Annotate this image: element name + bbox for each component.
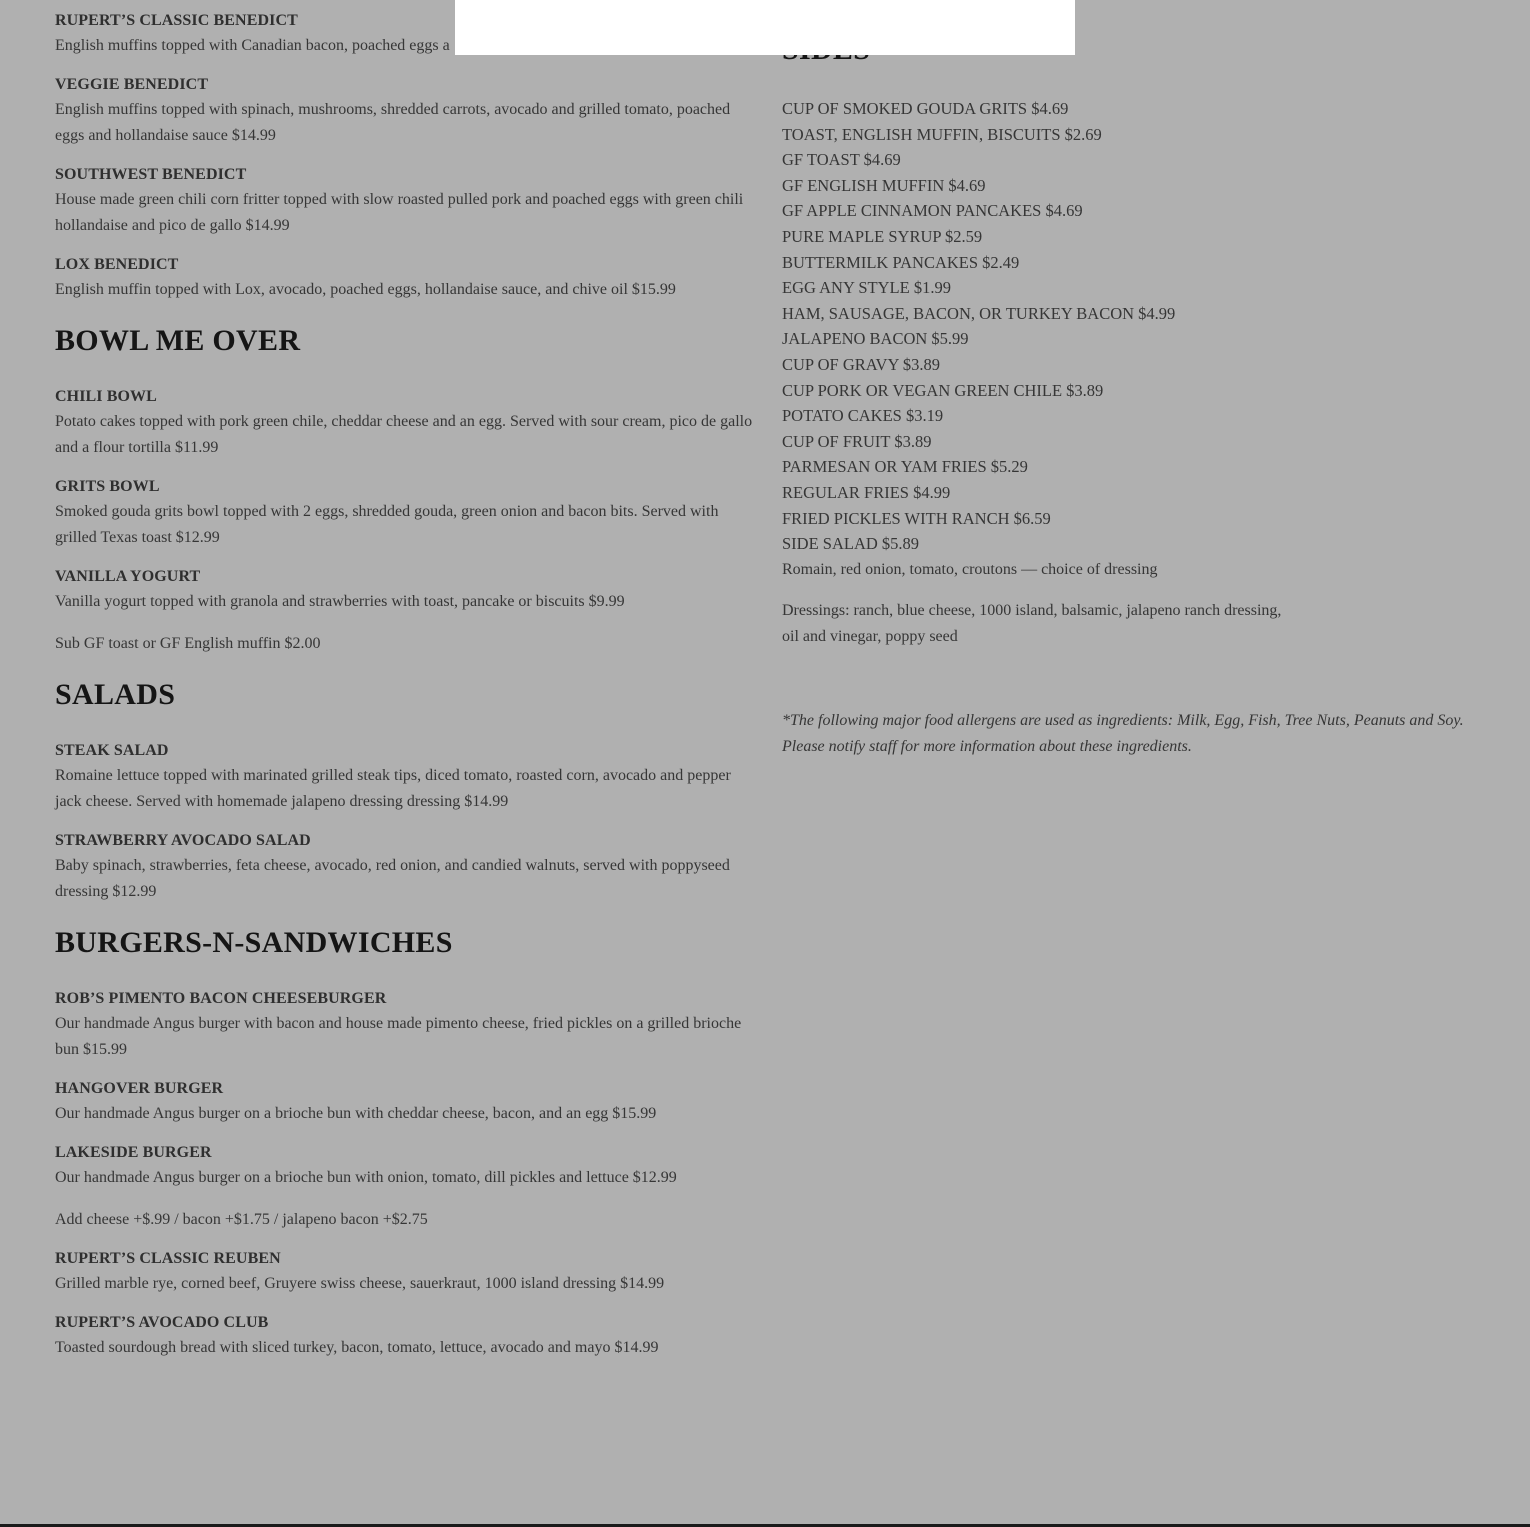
menu-item [55, 831, 755, 905]
section-burgers [55, 925, 755, 1361]
menu-item-name: RUPERT’S CLASSIC BENEDICT [55, 12, 298, 29]
menu-item-name: RUPERT’S CLASSIC REUBEN [55, 1250, 281, 1267]
menu-item-desc: Romaine lettuce topped with marinated grilled steak tips, diced tomato, roasted corn, avocado and pepper jack cheese. Served with homemade jalapeno dressing dressing $14.99 [55, 767, 731, 810]
menu-item [55, 75, 755, 149]
side-item: REGULAR FRIES $4.99 [782, 482, 951, 502]
side-item: GF TOAST $4.69 [782, 150, 901, 170]
menu-item-desc: Potato cakes topped with pork green chile, cheddar cheese and an egg. Served with sour cream, pico de gallo and a flour tortilla $11.99 [55, 413, 753, 456]
menu-item-desc: English muffin topped with Lox, avocado, poached eggs, hollandaise sauce, and chive oil $15.99 [55, 281, 676, 298]
menu-item-desc: English muffins topped with spinach, mushrooms, shredded carrots, avocado and grilled tomato, poached eggs and hollandaise sauce $14.99 [55, 101, 731, 144]
menu-item [55, 1079, 755, 1127]
menu-item-name: SOUTHWEST BENEDICT [55, 166, 247, 183]
menu-item-name: LAKESIDE BURGER [55, 1144, 212, 1161]
menu-item [55, 1143, 755, 1191]
menu-item-desc: Our handmade Angus burger with bacon and house made pimento cheese, fried pickles on a grilled brioche bun $15.99 [55, 1015, 742, 1058]
overlay-panel [455, 0, 1075, 55]
section-title-salads: SALADS [55, 678, 176, 711]
menu-item-name: CHILI BOWL [55, 388, 157, 405]
allergen-note: *The following major food allergens are used as ingredients: Milk, Egg, Fish, Tree Nuts, Peanuts and Soy. Please notify staff for more information about these ingredients. [782, 711, 1464, 755]
right-column [782, 0, 1482, 760]
menu-item [55, 1249, 755, 1297]
menu-item-desc: Toasted sourdough bread with sliced turkey, bacon, tomato, lettuce, avocado and mayo $14.99 [55, 1339, 659, 1356]
side-item: CUP PORK OR VEGAN GREEN CHILE $3.89 [782, 380, 1104, 400]
menu-item-desc: House made green chili corn fritter topped with slow roasted pulled pork and poached eggs with green chili hollandaise and pico de gallo $14.99 [55, 191, 744, 234]
side-item: TOAST, ENGLISH MUFFIN, BISCUITS $2.69 [782, 124, 1102, 144]
side-item: CUP OF FRUIT $3.89 [782, 431, 932, 451]
side-item: PURE MAPLE SYRUP $2.59 [782, 226, 983, 246]
side-item: HAM, SAUSAGE, BACON, OR TURKEY BACON $4.99 [782, 303, 1176, 323]
side-item: FRIED PICKLES WITH RANCH $6.59 [782, 508, 1051, 528]
section-sides [782, 0, 1482, 650]
section-title-burgers: BURGERS-N-SANDWICHES [55, 926, 453, 959]
section-bowl [55, 323, 755, 657]
side-item: GF ENGLISH MUFFIN $4.69 [782, 175, 986, 195]
menu-item-name: HANGOVER BURGER [55, 1080, 224, 1097]
side-item: CUP OF GRAVY $3.89 [782, 354, 941, 374]
menu-item [55, 989, 755, 1063]
section-salads [55, 677, 755, 905]
side-item: CUP OF SMOKED GOUDA GRITS $4.69 [782, 99, 1069, 118]
burger-addon-note: Add cheese +$.99 / bacon +$1.75 / jalapeno bacon +$2.75 [55, 1211, 428, 1228]
menu-item-desc: Grilled marble rye, corned beef, Gruyere swiss cheese, sauerkraut, 1000 island dressing $14.99 [55, 1275, 665, 1292]
menu-item-name: RUPERT’S AVOCADO CLUB [55, 1314, 269, 1331]
menu-item-name: STRAWBERRY AVOCADO SALAD [55, 832, 311, 849]
menu-item-name: VEGGIE BENEDICT [55, 76, 209, 93]
menu-item-name: STEAK SALAD [55, 742, 169, 759]
bowl-sub-note: Sub GF toast or GF English muffin $2.00 [55, 635, 321, 652]
menu-item [55, 1313, 755, 1361]
menu-item-name: GRITS BOWL [55, 478, 160, 495]
menu-item [55, 165, 755, 239]
side-item: BUTTERMILK PANCAKES $2.49 [782, 252, 1020, 272]
side-item: PARMESAN OR YAM FRIES $5.29 [782, 457, 1028, 477]
menu-item-desc: English muffins topped with Canadian bacon, poached eggs a [55, 37, 450, 54]
menu-item [55, 567, 755, 615]
menu-item-desc: Smoked gouda grits bowl topped with 2 eggs, shredded gouda, green onion and bacon bits. Served with grilled Texas toast $12.99 [55, 503, 719, 546]
side-item: GF APPLE CINNAMON PANCAKES $4.69 [782, 201, 1083, 221]
menu-item [55, 387, 755, 461]
menu-item [55, 255, 755, 303]
menu-item [55, 741, 755, 815]
menu-item-desc: Baby spinach, strawberries, feta cheese, avocado, red onion, and candied walnuts, served with poppyseed dressing $12.99 [55, 857, 730, 900]
side-item: POTATO CAKES $3.19 [782, 406, 944, 426]
side-salad-desc: Romain, red onion, tomato, croutons — choice of dressing [782, 560, 1158, 578]
left-column [55, 0, 755, 1377]
menu-item-name: ROB’S PIMENTO BACON CHEESEBURGER [55, 990, 387, 1007]
menu-item-desc: Our handmade Angus burger on a brioche bun with onion, tomato, dill pickles and lettuce $12.99 [55, 1169, 677, 1186]
menu-item-name: LOX BENEDICT [55, 256, 179, 273]
side-item: JALAPENO BACON $5.99 [782, 329, 969, 349]
menu-item-name: VANILLA YOGURT [55, 568, 201, 585]
sides-list [782, 96, 1482, 557]
side-item: SIDE SALAD $5.89 [782, 534, 920, 554]
section-title-bowl: BOWL ME OVER [55, 324, 301, 357]
dressings-note: Dressings: ranch, blue cheese, 1000 island, balsamic, jalapeno ranch dressing, oil and vinegar, poppy seed [782, 601, 1282, 645]
menu-item-desc: Vanilla yogurt topped with granola and strawberries with toast, pancake or biscuits $9.99 [55, 593, 625, 610]
menu-item [55, 477, 755, 551]
menu-item-desc: Our handmade Angus burger on a brioche bun with cheddar cheese, bacon, and an egg $15.99 [55, 1105, 657, 1122]
side-item: EGG ANY STYLE $1.99 [782, 278, 951, 298]
